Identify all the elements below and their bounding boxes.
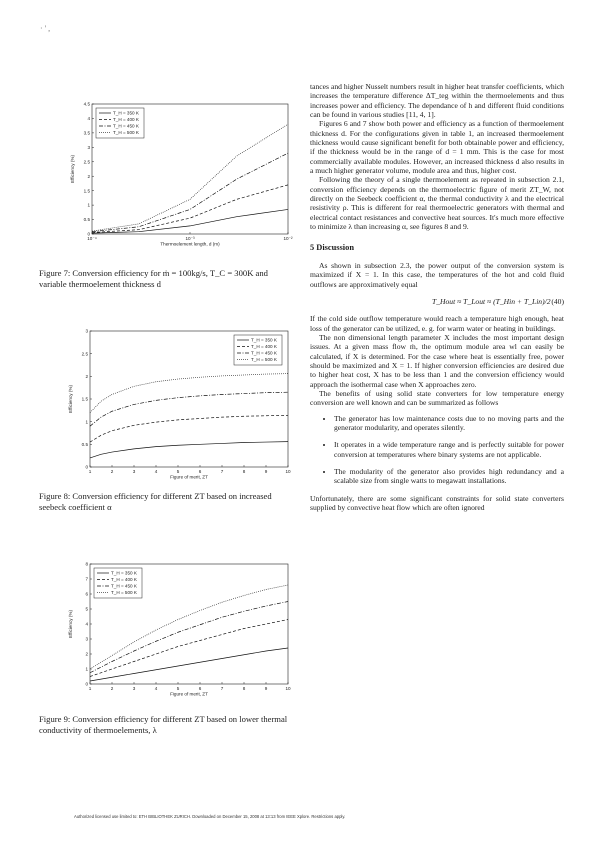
list-item: • It operates in a wide temperature range and is perfectly suitable for power conversion at temperatures where binary systems are not applicable.: [334, 440, 564, 459]
section-heading: 5 Discussion: [310, 242, 354, 252]
paragraph-1: tances and higher Nusselt numbers result in higher heat transfer coefficients, which increases the temperature difference ΔT_teg within the thermoelements and thus increases power and efficiency. The dependance of h and different fluid conditions can be found in various studies [11, 4, 1].: [310, 82, 564, 120]
legend-entry: T_H = 400 K: [111, 577, 137, 583]
x-tick-label: 2: [110, 686, 114, 691]
x-tick-label: 6: [198, 686, 202, 691]
x-tick-label: 4: [154, 469, 158, 474]
y-tick-label: 7: [85, 576, 88, 582]
x-tick-label: 10⁻²: [283, 236, 293, 241]
figure-7-chart: [60, 100, 300, 248]
x-tick-label: 7: [220, 686, 224, 691]
y-tick-label: 1.5: [83, 188, 90, 194]
legend-entry: T_H = 350 K: [111, 570, 137, 576]
x-tick-label: 10⁻³: [185, 236, 195, 241]
y-tick-label: 0: [85, 681, 88, 687]
figure-7-caption: Figure 7: Conversion efficiency for ṁ = 100kg/s, T_C = 300K and variable thermoelement thickness d: [39, 268, 268, 289]
y-axis-label: Efficiency (%): [68, 385, 73, 413]
series-line-3: [90, 392, 288, 426]
y-tick-label: 3: [85, 328, 88, 334]
y-tick-label: 1: [85, 666, 88, 672]
y-tick-label: 2: [87, 173, 90, 179]
y-tick-label: 2.5: [83, 159, 90, 165]
equation-40: [310, 297, 564, 306]
series-line-4: [90, 374, 288, 413]
y-tick-label: 4.5: [83, 101, 90, 107]
figure-9: [60, 560, 300, 705]
legend-entry: T_H = 400 K: [251, 344, 277, 350]
y-tick-label: 4: [85, 621, 88, 627]
y-tick-label: 0.5: [83, 217, 90, 223]
x-tick-label: 2: [110, 469, 114, 474]
legend-entry: T_H = 500 K: [111, 590, 137, 596]
right-column: [310, 82, 564, 512]
series-line-3: [92, 153, 288, 232]
x-tick-label: 4: [154, 686, 158, 691]
paragraph-6: The non dimensional length parameter X includes the most important design issues. At a given mass flow ṁ, the optimum module area wl can easily be calculated, if X is determined. For the case where heat is essentially free, power should be maximized and X = 1. If higher conversion efficiencies are desired due to higher heat cost, X has to be less than 1 and the conversion efficiency would approach the isothermal case when X approaches zero.: [310, 332, 564, 389]
legend-entry: T_H = 450 K: [113, 123, 139, 129]
legend-entry: T_H = 450 K: [251, 350, 277, 356]
legend-entry: T_H = 400 K: [113, 117, 139, 123]
paragraph-2: Figures 6 and 7 show both power and efficiency as a function of thermoelement thickness d. For the configurations given in table 1, an increased thermoelement thickness would cause significant benefit for both obtainable power and efficiency, if the thickness would be in the range of d = 1 mm. This is the case for most commercially available modules. However, an increased thickness d also results in a much higher generator volume, module area and thus, higher cost.: [310, 119, 564, 176]
figure-9-caption: Figure 9: Conversion efficiency for different ZT based on lower thermal conductivity of thermoelements, λ: [39, 714, 288, 735]
x-tick-label: 7: [220, 469, 224, 474]
equation-number: (40): [551, 296, 564, 306]
y-tick-label: 3.5: [83, 130, 90, 136]
x-axis-label: Thermoelement length, d (m): [160, 241, 220, 247]
equation-body: T_Hout ≈ T_Lout ≈ (T_Hin + T_Lin)/2: [432, 296, 551, 306]
paragraph-4: As shown in subsection 2.3, the power output of the conversion system is maximized if X = 1. In this case, the temperatures of the hot and cold fluid outflows are approximatively equal: [310, 260, 564, 289]
series-line-1: [90, 442, 288, 458]
y-tick-label: 0: [87, 231, 90, 237]
figure-9-chart: [60, 560, 300, 705]
series-line-4: [92, 124, 288, 231]
y-tick-label: 1.5: [81, 396, 88, 402]
paragraph-3: Following the theory of a single thermoelement as repeated in subsection 2.1, conversion efficiency depends on the thermoelectric figure of merit ZT_W, not directly on the Seebeck coefficient α, the thermal conductivity λ and the electrical resistivity ρ. This is different for real thermoelectric generators with thermal and electrical contact resistances and convective heat sources. It's much more effective to minimize λ than increasing α, see figures 8 and 9.: [310, 175, 564, 232]
x-tick-label: 8: [242, 686, 246, 691]
y-tick-label: 2: [85, 651, 88, 657]
y-tick-label: 4: [87, 116, 90, 122]
paragraph-5: If the cold side outflow temperature would reach a temperature high enough, heat loss of the generator can be utilized, e. g. for warm water or heating in buildings.: [310, 314, 564, 333]
y-axis-label: Efficiency (%): [70, 155, 75, 183]
legend-entry: T_H = 500 K: [251, 357, 277, 363]
y-tick-label: 1: [87, 202, 90, 208]
legend-entry: T_H = 500 K: [113, 130, 139, 136]
series-line-3: [90, 602, 288, 673]
x-tick-label: 6: [198, 469, 202, 474]
x-tick-label: 1: [88, 686, 92, 691]
series-line-1: [90, 648, 288, 681]
y-tick-label: 5: [85, 606, 88, 612]
legend-entry: T_H = 350 K: [251, 337, 277, 343]
figure-8-chart: [60, 327, 300, 482]
x-tick-label: 3: [132, 686, 136, 691]
x-tick-label: 5: [176, 686, 180, 691]
x-tick-label: 9: [264, 469, 268, 474]
footer-notice: Authorized licensed use limited to: ETH BIBLIOTHEK ZURICH. Downloaded on December 15, 2008 at 13:13 from IEEE Xplore. Restrictions apply.: [74, 814, 346, 819]
x-tick-label: 8: [242, 469, 246, 474]
y-tick-label: 1: [85, 419, 88, 425]
figure-8: [60, 327, 300, 482]
x-tick-label: 10⁻⁴: [87, 236, 97, 241]
figure-7: [60, 100, 300, 248]
x-tick-label: 3: [132, 469, 136, 474]
y-axis-label: Efficiency (%): [68, 610, 73, 638]
x-tick-label: 1: [88, 469, 92, 474]
x-tick-label: 9: [264, 686, 268, 691]
list-item: • The modularity of the generator also provides high redundancy and a scalable size from single watts to megawatt installations.: [334, 467, 564, 486]
x-axis-label: Figure of merit, ZT: [170, 474, 208, 480]
series-line-2: [90, 620, 288, 677]
list-item: • The generator has low maintenance costs due to no moving parts and the generator modularity, and operates silently.: [334, 414, 564, 433]
series-line-1: [92, 209, 288, 233]
x-tick-label: 5: [176, 469, 180, 474]
scan-mark: · ' ,: [40, 24, 51, 33]
x-tick-label: 10: [285, 686, 291, 691]
y-tick-label: 6: [85, 591, 88, 597]
paragraph-7: The benefits of using solid state converters for low temperature energy conversion are well known and can be summarized as follows: [310, 388, 564, 408]
y-tick-label: 0: [85, 464, 88, 470]
x-axis-label: Figure of merit, ZT: [170, 691, 208, 697]
y-tick-label: 2.5: [81, 351, 88, 357]
series-line-2: [92, 185, 288, 233]
y-tick-label: 3: [87, 144, 90, 150]
benefit-list: [310, 414, 564, 486]
y-tick-label: 0.5: [81, 441, 88, 447]
paragraph-8: Unfortunately, there are some significant constraints for solid state converters supplied by convective heat flow which are often ignored: [310, 493, 564, 513]
y-tick-label: 8: [85, 561, 88, 567]
y-tick-label: 3: [85, 636, 88, 642]
series-line-2: [90, 415, 288, 442]
x-tick-label: 10: [285, 469, 291, 474]
y-tick-label: 2: [85, 373, 88, 379]
legend-entry: T_H = 450 K: [111, 583, 137, 589]
legend-entry: T_H = 350 K: [113, 110, 139, 116]
figure-8-caption: Figure 8: Conversion efficiency for different ZT based on increased seebeck coefficient α: [39, 491, 272, 512]
